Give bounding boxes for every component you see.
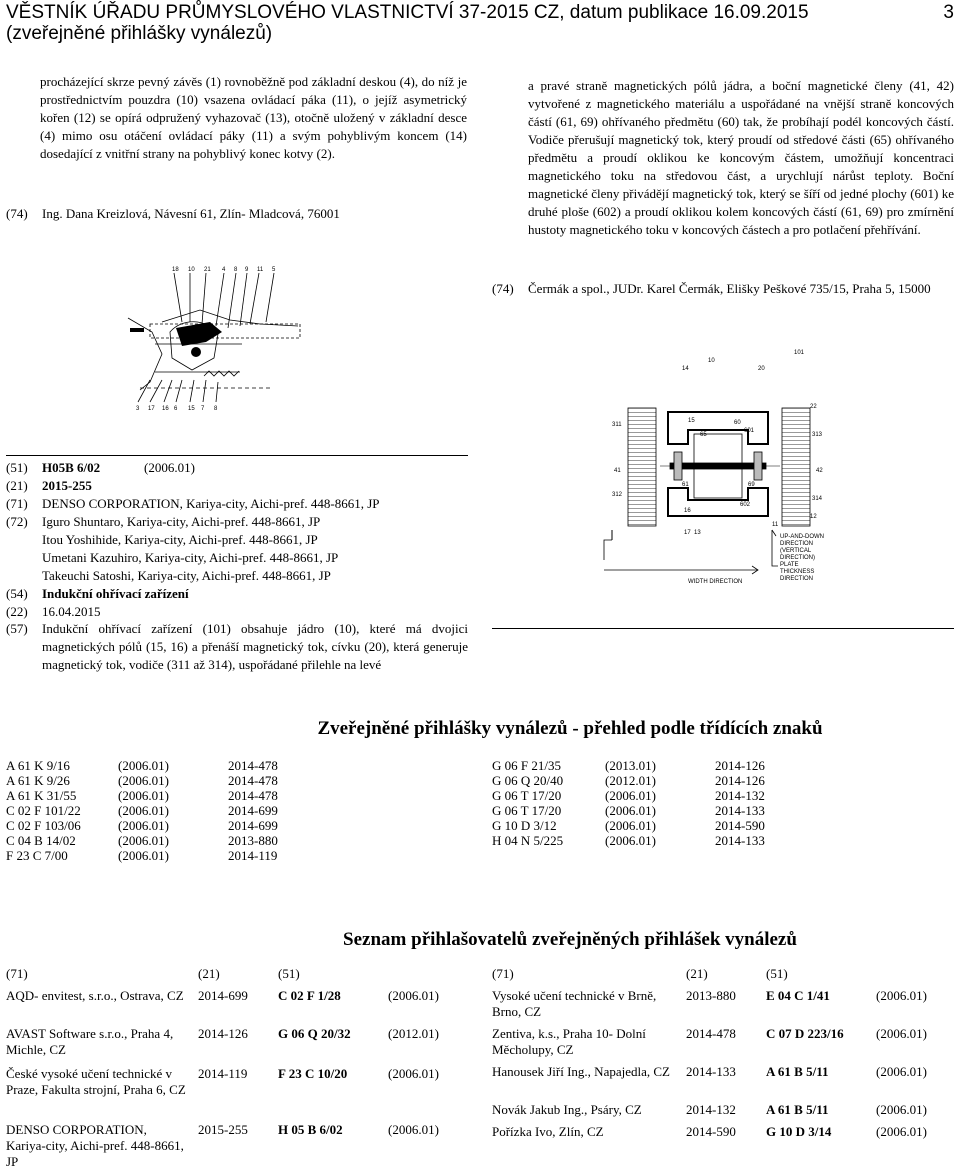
fig2-label: 10 — [708, 358, 715, 364]
field-71-row — [6, 495, 468, 513]
entry1-attorney-row — [6, 205, 466, 223]
fig2-legend: (VERTICAL — [780, 548, 812, 554]
table-row — [492, 1026, 954, 1064]
fig2-label: 13 — [694, 530, 701, 536]
class-date: (2006.01) — [118, 833, 169, 848]
column-header: (51) — [278, 966, 300, 981]
applicant-name: Vysoké učení technické v Brně, Brno, CZ — [492, 988, 657, 1019]
class-code: A 61 B 5/11 — [766, 1102, 829, 1117]
class-date: (2006.01) — [605, 788, 656, 803]
page-header — [6, 2, 954, 44]
class-date: (2006.01) — [876, 1102, 927, 1117]
page-number: 3 — [943, 2, 954, 23]
class-code: H 04 N 5/225 — [492, 833, 564, 848]
applicant-name: Zentiva, k.s., Praha 10- Dolní Měcholupy, CZ — [492, 1026, 646, 1057]
application-number: 2014-590 — [715, 818, 765, 833]
class-date: (2006.01) — [605, 833, 656, 848]
class-code: A 61 B 5/11 — [766, 1064, 829, 1079]
entry-divider — [6, 455, 468, 456]
table-row — [6, 788, 278, 803]
application-number: 2014-699 — [228, 803, 278, 818]
applicants-table-right — [492, 966, 954, 1140]
entry1-attorney: Ing. Dana Kreizlová, Návesní 61, Zlín- Mladcová, 76001 — [42, 206, 340, 221]
class-code: A 61 K 31/55 — [6, 788, 77, 803]
table-row — [6, 758, 278, 773]
fig2-label: 20 — [758, 366, 765, 372]
entry2-attorney: Čermák a spol., JUDr. Karel Čermák, Elišky Peškové 735/15, Praha 5, 15000 — [528, 281, 931, 296]
field-72-row — [6, 513, 468, 585]
application-number: 2014-132 — [686, 1102, 736, 1117]
application-number: 2014-699 — [198, 988, 248, 1003]
application-number: 2014-126 — [715, 758, 765, 773]
class-code: G 06 Q 20/40 — [492, 773, 564, 788]
invention-title: Indukční ohřívací zařízení — [42, 585, 189, 601]
table-row — [492, 1124, 954, 1140]
applicant-name: Pořízka Ivo, Zlín, CZ — [492, 1124, 604, 1139]
fig2-label: 42 — [816, 468, 823, 474]
entry2-abstract-start: Indukční ohřívací zařízení (101) obsahuje jádro (10), které má dvojici magnetických pólů (15, 16) a přenáší magnetický tok, cívku (20), která generuje magnetický tok, vodiče (311 až 314), uspořádané přilehle na levé — [42, 621, 468, 673]
header-subtitle: (zveřejněné přihlášky vynálezů) — [6, 23, 273, 44]
applicant-name: Hanousek Jiří Ing., Napajedla, CZ — [492, 1064, 670, 1079]
table-row — [492, 988, 954, 1026]
entry2-bibliography — [6, 459, 468, 674]
fig1-label: 11 — [257, 267, 264, 273]
field-code: (71) — [6, 495, 28, 511]
class-code: C 07 D 223/16 — [766, 1026, 844, 1041]
fig2-label: 14 — [682, 366, 689, 372]
entry2-abstract-cont: a pravé straně magnetických pólů jádra, a boční magnetické členy (41, 42) vytvořené z magnetického materiálu a uspořádané na vnější straně koncových částí (61, 69) ohřívaného předmětu (60) tak, že probíhají podél koncových částí. Vodiče přerušují magnetický tok, který proudí od středové části (65) ohřívaného předmětu a proudí oklikou ke koncovým částem, umožňují koncentraci magnetického toku na středovou část, a urychlují nárůst teploty. Boční magnetické členy přivádějí magnetický tok, který se šíří od jedné plochy (601) ke druhé ploše (602) a proudí oklikou kolem koncových částí (61, 69) pro zmírnění hustoty magnetického toku v koncových částech a pro potlačení přehřívání. — [528, 78, 954, 237]
fig2-label: 65 — [700, 432, 707, 438]
class-code: A 61 K 9/16 — [6, 758, 70, 773]
classes-table-left — [6, 758, 278, 863]
fig1-label: 4 — [222, 267, 226, 273]
fig1-label: 3 — [136, 406, 140, 412]
table-row — [6, 833, 278, 848]
field-code: (21) — [6, 477, 28, 493]
field-code: (72) — [6, 513, 28, 529]
application-number: 2014-699 — [228, 818, 278, 833]
inventor: Iguro Shuntaro, Kariya-city, Aichi-pref. 448-8661, JP — [42, 513, 321, 529]
table-row — [6, 1122, 468, 1170]
entry2-figure — [598, 340, 858, 590]
class-date: (2006.01) — [118, 803, 169, 818]
fig2-label: 602 — [740, 502, 751, 508]
table-row — [6, 818, 278, 833]
fig1-label: 9 — [245, 267, 249, 273]
class-date: (2013.01) — [605, 758, 656, 773]
table-row — [492, 1064, 954, 1102]
fig2-label: 17 — [684, 530, 691, 536]
class-code: G 10 D 3/12 — [492, 818, 557, 833]
application-number: 2013-880 — [686, 988, 736, 1003]
inventor: Umetani Kazuhiro, Kariya-city, Aichi-pref. 448-8661, JP — [42, 549, 339, 565]
fig2-label: 314 — [812, 496, 823, 502]
class-date: (2006.01) — [876, 1026, 927, 1041]
fig2-label: 22 — [810, 404, 817, 410]
class-code: G 06 F 21/35 — [492, 758, 561, 773]
application-number: 2014-478 — [228, 758, 278, 773]
field-code: (22) — [6, 603, 28, 619]
class-code: C 02 F 1/28 — [278, 988, 341, 1003]
column-header: (21) — [198, 966, 220, 981]
column-header: (51) — [766, 966, 788, 981]
field-21-row — [6, 477, 468, 495]
table-row — [492, 833, 765, 848]
application-number: 2013-880 — [228, 833, 278, 848]
application-number: 2014-132 — [715, 788, 765, 803]
table-row — [6, 848, 278, 863]
class-date: (2006.01) — [388, 988, 439, 1003]
fig1-label: 5 — [272, 267, 276, 273]
class-code: G 06 T 17/20 — [492, 803, 562, 818]
class-date: (2006.01) — [118, 788, 169, 803]
ipc-date: (2006.01) — [144, 460, 195, 475]
table-row — [492, 803, 765, 818]
application-number: 2014-478 — [228, 788, 278, 803]
application-number: 2014-133 — [715, 803, 765, 818]
fig2-legend: UP-AND-DOWN — [780, 534, 824, 540]
fig2-width-label: WIDTH DIRECTION — [688, 579, 743, 585]
class-code: F 23 C 10/20 — [278, 1066, 348, 1081]
applicants-table-left — [6, 966, 468, 1170]
class-date: (2006.01) — [388, 1066, 439, 1081]
class-code: A 61 K 9/26 — [6, 773, 70, 788]
class-date: (2006.01) — [605, 818, 656, 833]
table-row — [6, 773, 278, 788]
application-number: 2014-126 — [198, 1026, 248, 1041]
class-code: C 02 F 103/06 — [6, 818, 81, 833]
application-number: 2014-478 — [686, 1026, 736, 1041]
fig1-label: 10 — [188, 267, 195, 273]
field-code: (74) — [6, 206, 28, 221]
field-code: (57) — [6, 621, 28, 637]
inventor: Itou Yoshihide, Kariya-city, Aichi-pref. 448-8661, JP — [42, 531, 318, 547]
fig2-label: 311 — [612, 422, 622, 428]
fig1-label: 8 — [214, 406, 218, 412]
entry-divider — [492, 628, 954, 629]
column-header: (71) — [6, 966, 28, 981]
field-code: (54) — [6, 585, 28, 601]
class-date: (2012.01) — [605, 773, 656, 788]
applicants-section-title: Seznam přihlašovatelů zveřejněných přihlášek vynálezů — [343, 929, 797, 950]
field-54-row — [6, 585, 468, 603]
fig1-label: 15 — [188, 406, 195, 412]
table-row — [492, 818, 765, 833]
class-date: (2012.01) — [388, 1026, 439, 1041]
fig2-label: 312 — [612, 492, 623, 498]
application-number: 2015-255 — [198, 1122, 248, 1137]
fig2-legend: THICKNESS — [780, 569, 815, 575]
application-number: 2014-590 — [686, 1124, 736, 1139]
field-code: (74) — [492, 281, 514, 296]
table-row — [492, 1102, 954, 1124]
application-number: 2015-255 — [42, 477, 92, 493]
fig2-legend: PLATE — [780, 562, 799, 568]
table-row — [6, 803, 278, 818]
fig2-legend: DIRECTION — [780, 576, 813, 582]
fig2-label: 101 — [794, 350, 805, 356]
ipc-class: H05B 6/02 — [42, 460, 101, 475]
class-code: C 02 F 101/22 — [6, 803, 81, 818]
field-code: (51) — [6, 460, 28, 475]
fig2-label: 61 — [682, 482, 689, 488]
class-code: C 04 B 14/02 — [6, 833, 76, 848]
filing-date: 16.04.2015 — [42, 603, 101, 619]
applicant-name: Novák Jakub Ing., Psáry, CZ — [492, 1102, 642, 1117]
table-row — [492, 788, 765, 803]
classes-table-right — [492, 758, 765, 848]
application-number: 2014-478 — [228, 773, 278, 788]
table-row — [492, 773, 765, 788]
fig2-legend: DIRECTION) — [780, 555, 815, 561]
fig2-label: 41 — [614, 468, 621, 474]
fig1-label: 16 — [162, 406, 169, 412]
column-header: (21) — [686, 966, 708, 981]
table-row — [6, 988, 468, 1026]
fig2-label: 313 — [812, 432, 823, 438]
fig2-label: 69 — [748, 482, 755, 488]
fig2-label: 601 — [744, 428, 755, 434]
entry2-attorney-row — [492, 280, 954, 298]
class-code: H 05 B 6/02 — [278, 1122, 343, 1137]
applicant-name: AQD- envitest, s.r.o., Ostrava, CZ — [6, 988, 184, 1003]
entry2-figure-drawing — [598, 340, 858, 590]
class-code: E 04 C 1/41 — [766, 988, 830, 1003]
application-number: 2014-133 — [686, 1064, 736, 1079]
applicant-name: AVAST Software s.r.o., Praha 4, Michle, CZ — [6, 1026, 174, 1057]
class-date: (2006.01) — [118, 818, 169, 833]
table-header-row — [492, 966, 954, 988]
class-code: F 23 C 7/00 — [6, 848, 68, 863]
application-number: 2014-119 — [228, 848, 278, 863]
fig2-label: 12 — [810, 514, 817, 520]
entry1-figure-drawing — [110, 262, 315, 414]
class-date: (2006.01) — [388, 1122, 439, 1137]
fig1-label: 7 — [201, 406, 205, 412]
applicant-name: DENSO CORPORATION, Kariya-city, Aichi-pref. 448-8661, JP — [6, 1122, 184, 1169]
class-date: (2006.01) — [605, 803, 656, 818]
class-code: G 06 T 17/20 — [492, 788, 562, 803]
applicant-name: České vysoké učení technické v Praze, Fakulta strojní, Praha 6, CZ — [6, 1066, 186, 1097]
application-number: 2014-126 — [715, 773, 765, 788]
entry1-abstract: procházející skrze pevný závěs (1) rovnoběžně pod základní deskou (4), do níž je prostřednictvím pouzdra (10) vsazena ovládací páka (11), o jejíž asymetrický kořen (12) se opírá odpružený vyhazovač (13), otočně uložený v základní desce (4) mimo osu otáčení ovládací páky (11) a svým pohyblivým koncem (14) dosedající z vnitřní strany na pohyblivý konec kotvy (2). — [40, 74, 467, 161]
field-22-row — [6, 603, 468, 621]
fig1-label: 21 — [204, 267, 211, 273]
class-date: (2006.01) — [118, 773, 169, 788]
fig2-legend: DIRECTION — [780, 541, 813, 547]
journal-title: VĚSTNÍK ÚŘADU PRŮMYSLOVÉHO VLASTNICTVÍ 37-2015 CZ, datum publikace 16.09.2015 — [6, 2, 809, 23]
fig1-label: 6 — [174, 406, 178, 412]
fig1-label: 17 — [148, 406, 155, 412]
class-code: G 10 D 3/14 — [766, 1124, 832, 1139]
fig2-label: 16 — [684, 508, 691, 514]
table-row — [6, 1066, 468, 1122]
fig2-label: 15 — [688, 418, 695, 424]
fig2-label: 11 — [772, 522, 779, 528]
class-date: (2006.01) — [118, 848, 169, 863]
column-header: (71) — [492, 966, 514, 981]
inventor: Takeuchi Satoshi, Kariya-city, Aichi-pref. 448-8661, JP — [42, 567, 331, 583]
class-code: G 06 Q 20/32 — [278, 1026, 351, 1041]
class-date: (2006.01) — [876, 1064, 927, 1079]
application-number: 2014-133 — [715, 833, 765, 848]
fig2-label: 60 — [734, 420, 741, 426]
application-number: 2014-119 — [198, 1066, 248, 1081]
classes-section-title: Zveřejněné přihlášky vynálezů - přehled podle třídících znaků — [317, 718, 823, 739]
applicant: DENSO CORPORATION, Kariya-city, Aichi-pref. 448-8661, JP — [42, 495, 380, 511]
class-date: (2006.01) — [876, 988, 927, 1003]
class-date: (2006.01) — [118, 758, 169, 773]
field-57-row — [6, 620, 468, 674]
class-date: (2006.01) — [876, 1124, 927, 1139]
field-51-row — [6, 459, 468, 477]
table-row — [492, 758, 765, 773]
table-header-row — [6, 966, 468, 988]
table-row — [6, 1026, 468, 1066]
entry1-figure — [110, 262, 315, 414]
inventors-list — [42, 513, 338, 585]
fig1-label: 8 — [234, 267, 238, 273]
fig1-label: 18 — [172, 267, 179, 273]
